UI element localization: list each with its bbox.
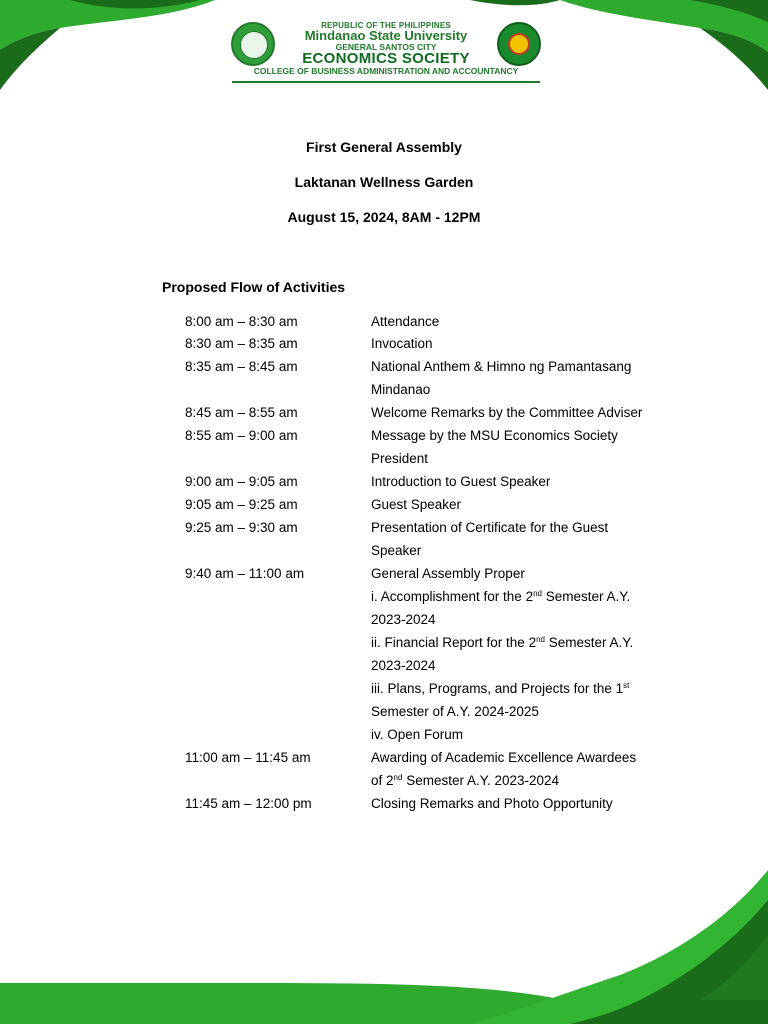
schedule-activity [371, 470, 665, 493]
schedule-row [185, 516, 665, 562]
activity-line: 2023-2024 [371, 658, 436, 673]
schedule-time: 8:30 am – 8:35 am [185, 336, 298, 351]
activity-line: Attendance [371, 314, 440, 329]
activity-line: Speaker [371, 543, 422, 558]
activity-line: 2023-2024 [371, 612, 436, 627]
activity-line: Presentation of Certificate for the Guest [371, 520, 609, 535]
schedule-activity [371, 424, 665, 470]
schedule-activity [371, 562, 665, 746]
society-name: ECONOMICS SOCIETY [302, 50, 470, 67]
schedule-time: 9:40 am – 11:00 am [185, 566, 305, 581]
activity-line: Message by the MSU Economics Society [371, 428, 618, 443]
activity-line: Guest Speaker [371, 497, 462, 512]
activity-line: iv. Open Forum [371, 727, 464, 742]
schedule-activity [371, 401, 665, 424]
schedule-row [185, 312, 665, 332]
activity-line: iii. Plans, Programs, and Projects for the 1st [371, 681, 630, 696]
letterhead [0, 0, 768, 90]
schedule-time: 11:45 am – 12:00 pm [185, 796, 312, 811]
schedule-time: 8:00 am – 8:30 am [185, 314, 298, 329]
schedule-row [185, 493, 665, 516]
city-label: GENERAL SANTOS CITY [335, 42, 437, 52]
schedule-activity [371, 355, 665, 401]
activity-line: Introduction to Guest Speaker [371, 474, 551, 489]
activity-line: Welcome Remarks by the Committee Adviser [371, 405, 643, 420]
republic-label: REPUBLIC OF THE PHILIPPINES [321, 21, 451, 30]
schedule-time: 8:55 am – 9:00 am [185, 428, 298, 443]
schedule-time: 9:05 am – 9:25 am [185, 497, 298, 512]
event-datetime: August 15, 2024, 8AM - 12PM [287, 209, 481, 225]
schedule-activity [371, 312, 665, 332]
schedule-row [185, 470, 665, 493]
section-title: Proposed Flow of Activities [162, 279, 346, 295]
schedule-time: 9:25 am – 9:30 am [185, 520, 298, 535]
activity-line: Invocation [371, 336, 433, 351]
ordinal-suffix: nd [533, 589, 542, 598]
activity-line: i. Accomplishment for the 2nd Semester A.Y. [371, 589, 631, 604]
ordinal-suffix: nd [393, 773, 403, 782]
schedule-row [185, 401, 665, 424]
event-title: First General Assembly [306, 139, 462, 155]
activity-line: National Anthem & Himno ng Pamantasang [371, 359, 632, 374]
college-name: COLLEGE OF BUSINESS ADMINISTRATION AND ACCOUNTANCY [253, 66, 519, 76]
letterhead-divider [232, 81, 540, 83]
activity-line: of 2nd Semester A.Y. 2023-2024 [371, 773, 560, 788]
schedule-time: 11:00 am – 11:45 am [185, 750, 311, 765]
activity-line: Mindanao [371, 382, 431, 397]
schedule-row [185, 792, 665, 815]
schedule-time: 8:35 am – 8:45 am [185, 359, 298, 374]
university-name: Mindanao State University [304, 28, 468, 43]
activity-line: Awarding of Academic Excellence Awardees [371, 750, 637, 765]
schedule-activity [371, 493, 665, 516]
schedule-activity [371, 792, 665, 815]
schedule-activity [371, 746, 665, 792]
activity-schedule [185, 312, 665, 815]
schedule-time: 9:00 am – 9:05 am [185, 474, 298, 489]
activity-line: General Assembly Proper [371, 566, 525, 581]
schedule-row [185, 355, 665, 401]
schedule-activity [371, 332, 665, 355]
activity-line: Closing Remarks and Photo Opportunity [371, 796, 613, 811]
event-venue: Laktanan Wellness Garden [294, 174, 474, 190]
schedule-time: 8:45 am – 8:55 am [185, 405, 298, 420]
schedule-row [185, 746, 665, 792]
activity-line: President [371, 451, 429, 466]
schedule-row [185, 424, 665, 470]
schedule-row [185, 562, 665, 746]
ordinal-suffix: nd [536, 635, 545, 644]
schedule-activity [371, 516, 665, 562]
activity-line: ii. Financial Report for the 2nd Semester A.Y. [371, 635, 634, 650]
msu-seal-icon [497, 22, 541, 66]
schedule-row [185, 332, 665, 355]
ordinal-suffix: st [623, 681, 630, 690]
activity-line: Semester of A.Y. 2024-2025 [371, 704, 539, 719]
